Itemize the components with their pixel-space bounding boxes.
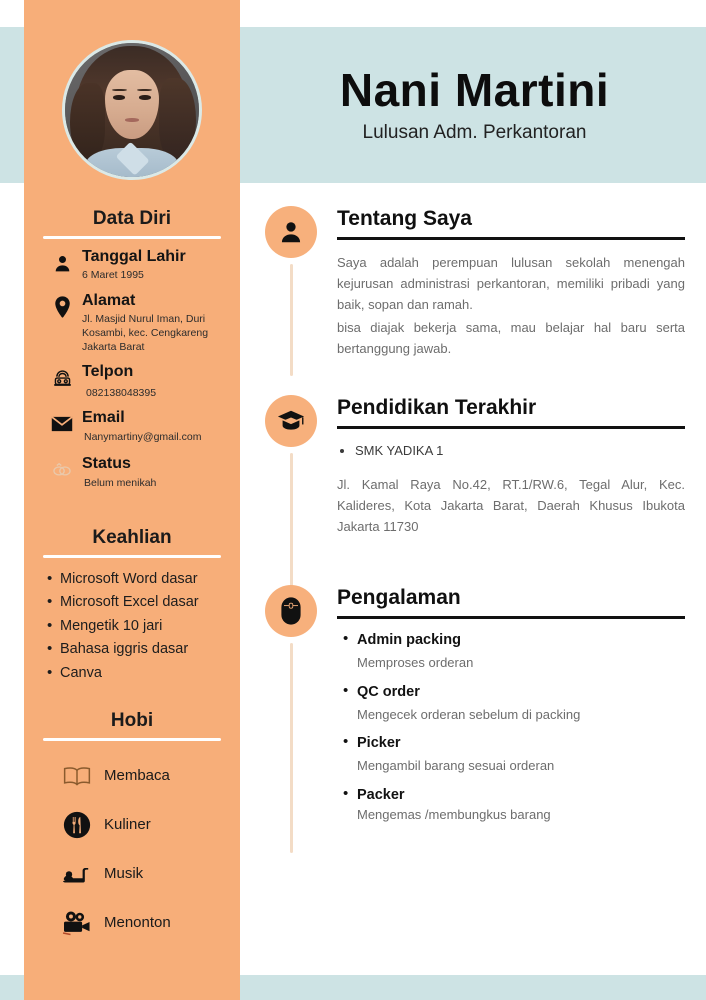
- list-item: [48, 248, 240, 283]
- telephone-icon: [48, 363, 76, 391]
- section-divider: [337, 426, 685, 429]
- list-item: • Mengetik 10 jari: [60, 615, 240, 638]
- person-icon: [48, 248, 76, 276]
- list-item-label: Kuliner: [104, 816, 151, 833]
- section-pendidikan: [265, 395, 685, 537]
- film-camera-icon: [60, 910, 94, 936]
- header-tagline: Lulusan Adm. Perkantoran: [362, 121, 587, 143]
- main-content: [265, 200, 685, 834]
- section-title-keahlian: Keahlian: [92, 527, 172, 548]
- connector-line: [290, 643, 293, 853]
- experience-role: • Packer: [357, 786, 405, 803]
- list-item: • SMK YADIKA 1: [355, 441, 685, 461]
- connector-line: [290, 453, 293, 598]
- experience-role: • Picker: [357, 735, 401, 752]
- list-item: [24, 800, 240, 849]
- section-keahlian: [24, 527, 240, 685]
- experience-list: [337, 631, 685, 825]
- section-divider: [337, 237, 685, 240]
- list-item-label: Alamat: [82, 291, 136, 309]
- list-item: • Bahasa iggris dasar: [60, 638, 240, 661]
- experience-role: • Admin packing: [357, 631, 461, 648]
- list-item: [48, 455, 240, 491]
- rings-icon: [48, 455, 76, 483]
- experience-desc: Mengemas /membungkus barang: [357, 806, 551, 822]
- section-pengalaman: [265, 585, 685, 824]
- divider-keahlian: [43, 555, 221, 558]
- list-item-value: Nanymartiny@gmail.com: [84, 431, 202, 444]
- list-item-label: Membaca: [104, 767, 170, 784]
- section-title-data-diri: Data Diri: [92, 208, 172, 229]
- location-pin-icon: [48, 292, 76, 320]
- list-item: [357, 734, 685, 776]
- section-data-diri: [24, 208, 240, 249]
- divider-hobi: [43, 738, 221, 741]
- list-item: [357, 683, 685, 725]
- section-title-pengalaman: Pengalaman: [337, 586, 461, 610]
- data-diri-list: [48, 248, 240, 499]
- list-item-label: Tanggal Lahir: [82, 248, 186, 265]
- connector-line: [290, 264, 293, 376]
- person-badge-icon: [265, 206, 317, 258]
- section-divider: [337, 616, 685, 619]
- list-item: • Canva: [60, 662, 240, 685]
- list-item: [48, 409, 240, 445]
- divider-data-diri: [43, 236, 221, 239]
- list-item: [357, 631, 685, 673]
- hobbies-list: [24, 751, 240, 947]
- section-hobi: [24, 710, 240, 947]
- mouse-icon: [265, 585, 317, 637]
- experience-desc: Memproses orderan: [357, 655, 474, 671]
- list-item-label: Email: [82, 409, 125, 427]
- section-title-hobi: Hobi: [110, 710, 154, 731]
- list-item-value: Jl. Masjid Nurul Iman, Duri Kosambi, kec. Cengkareng Jakarta Barat: [82, 312, 209, 354]
- list-item-value: 082138048395: [86, 386, 157, 399]
- list-item: [48, 292, 240, 355]
- list-item: [48, 363, 240, 400]
- education-school-list: [337, 441, 685, 461]
- list-item: [357, 786, 685, 825]
- about-paragraph-2: bisa diajak bekerja sama, mau belajar hal baru serta bertanggung jawab.: [337, 319, 685, 356]
- open-book-icon: [60, 764, 94, 788]
- list-item: • Microsoft Word dasar: [60, 568, 240, 591]
- experience-desc: Mengecek orderan sebelum di packing: [357, 706, 581, 722]
- person-listening-icon: [60, 863, 94, 885]
- skills-list: [24, 568, 240, 685]
- experience-role: • QC order: [357, 683, 420, 700]
- list-item: [24, 898, 240, 947]
- section-title-pendidikan: Pendidikan Terakhir: [337, 395, 537, 419]
- section-tentang-saya: [265, 206, 685, 359]
- experience-desc: Mengambil barang sesuai orderan: [357, 758, 555, 774]
- list-item-value: Belum menikah: [84, 476, 157, 489]
- avatar: [62, 40, 202, 180]
- list-item-label: Menonton: [104, 914, 171, 931]
- envelope-icon: [48, 409, 76, 437]
- list-item-label: Telpon: [82, 363, 134, 381]
- list-item-value: 6 Maret 1995: [82, 269, 144, 282]
- sidebar: [24, 0, 240, 1000]
- list-item-label: Status: [82, 454, 131, 472]
- education-address: Jl. Kamal Raya No.42, RT.1/RW.6, Tegal Alur, Kec. Kalideres, Kota Jakarta Barat, Daerah Khusus Ibukota Jakarta 11730: [337, 477, 685, 535]
- profile-photo-icon: [65, 43, 199, 177]
- about-paragraph-1: Saya adalah perempuan lulusan sekolah menengah kejurusan administrasi perkantoran, memiliki pribadi yang baik, sopan dan ramah.: [337, 254, 685, 312]
- list-item-label: Musik: [104, 865, 144, 882]
- list-item: [24, 849, 240, 898]
- page-title: Nani Martini: [339, 64, 610, 117]
- graduation-cap-icon: [265, 395, 317, 447]
- plate-cutlery-icon: [60, 810, 94, 840]
- list-item: [24, 751, 240, 800]
- section-title-tentang-saya: Tentang Saya: [337, 207, 472, 230]
- header-text-block: [243, 27, 706, 183]
- list-item: • Microsoft Excel dasar: [60, 591, 240, 614]
